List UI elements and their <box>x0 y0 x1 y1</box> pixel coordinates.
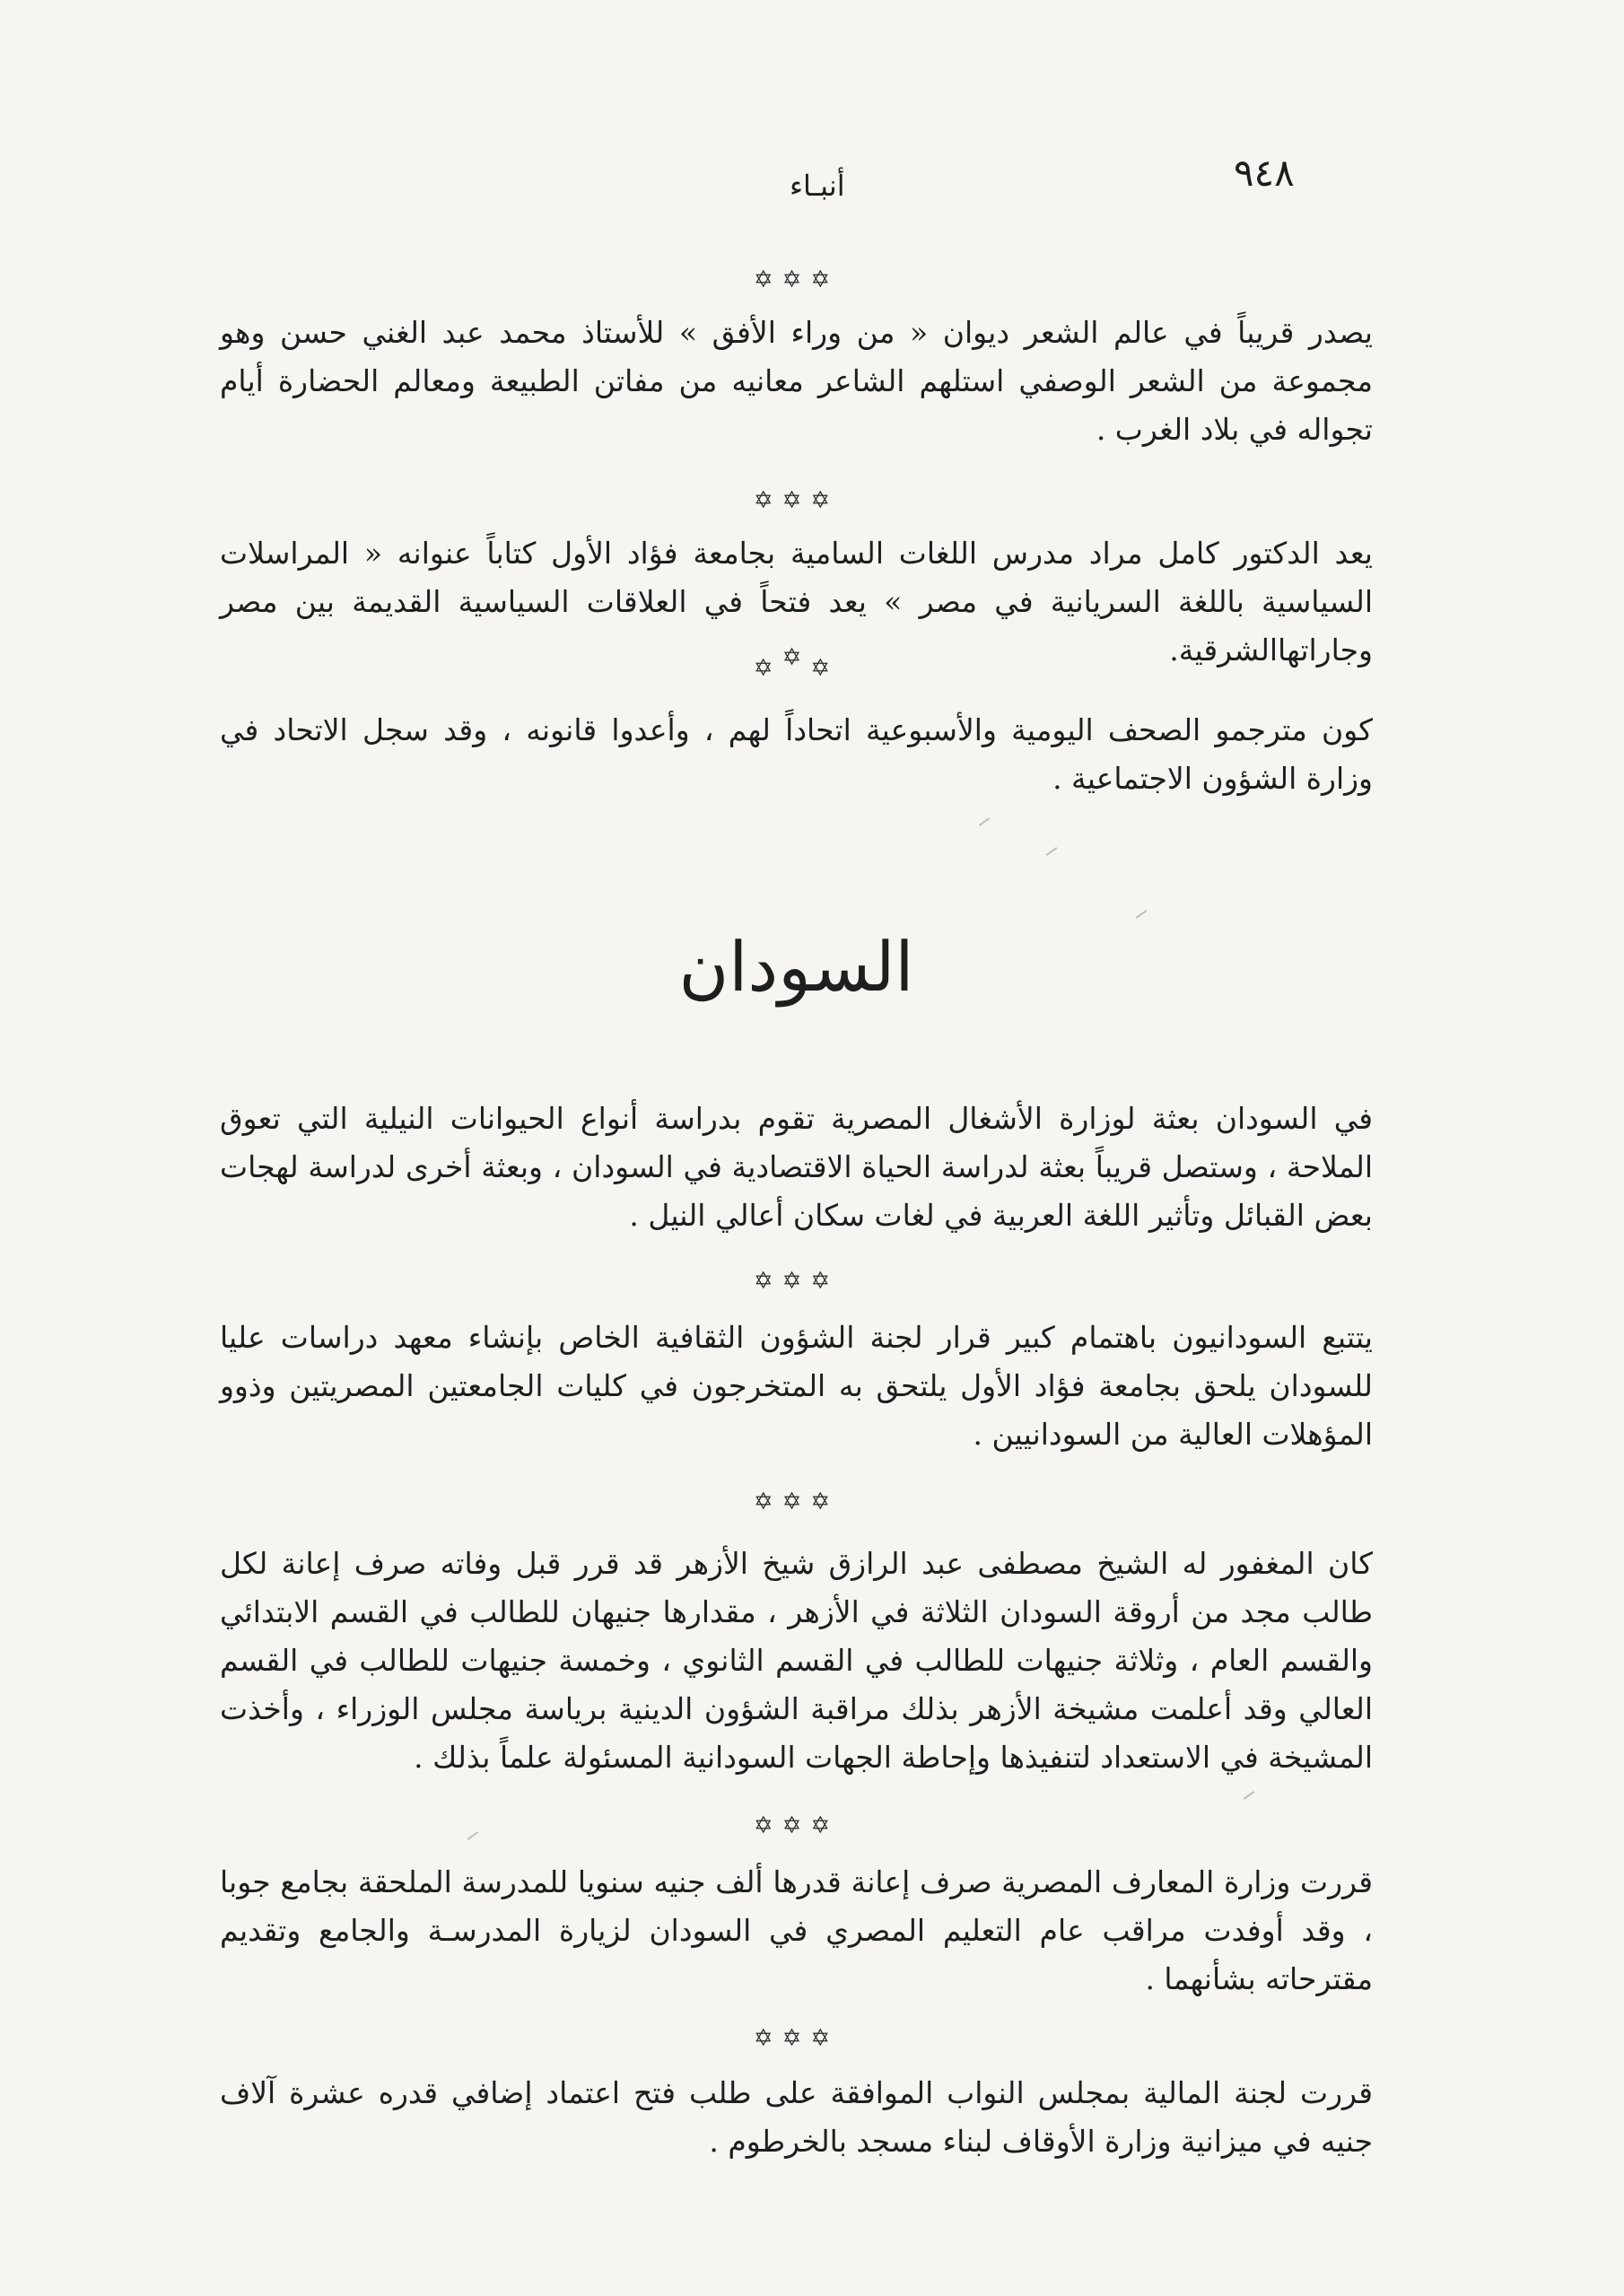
sudan-column-3 <box>220 1484 1373 1782</box>
running-title: أنبـاء <box>790 169 845 203</box>
separator-stars: ✡✡✡ <box>753 1812 840 1839</box>
sudan-column-5 <box>220 2021 1373 2166</box>
sudan-column-1 <box>220 1095 1373 1240</box>
paper-speck <box>1244 1791 1255 1800</box>
sudan-item-institute: يتتبع السودانيون باهتمام كبير قرار لجنة الشؤون الثقافية الخاص بإنشاء معهد دراسات عليا للسودان يلحق بجامعة فؤاد الأول يلتحق به المتخرجون في كليات الجامعتين المصريتين وذوو المؤهلات العالية من السودانيين . <box>220 1320 1373 1452</box>
paper-speck <box>1136 910 1148 919</box>
page-number: ٩٤٨ <box>1234 151 1295 195</box>
separator-stars: ✡✡✡ <box>753 1268 840 1295</box>
sudan-item-khartoum-mosque: قررت لجنة المالية بمجلس النواب الموافقة على طلب فتح اعتماد إضافي قدره عشرة آلاف جنيه في ميزانية وزارة الأوقاف لبناء مسجد بالخرطوم . <box>220 2075 1374 2159</box>
paper-speck <box>979 817 991 826</box>
sudan-item-missions: في السودان بعثة لوزارة الأشغال المصرية تقوم بدراسة أنواع الحيوانات النيلية التي تعوق الملاحة ، وستصل قريباً بعثة لدراسة الحياة الاقتصادية في السودان ، وبعثة أخرى لدراسة لهجات بعض القبائل وتأثير اللغة العربية في لغات سكان أعالي النيل . <box>220 1101 1374 1233</box>
section-header <box>220 922 1373 1012</box>
separator-stars: ✡✡✡ <box>753 1488 840 1515</box>
separator-stars: ✡✡✡ <box>753 2025 840 2052</box>
news-item-translators-union: كون مترجمو الصحف اليومية والأسبوعية اتحاداً لهم ، وأعدوا قانونه ، وقد سجل الاتحاد في وزارة الشؤون الاجتماعية . <box>220 712 1373 796</box>
top-news-column <box>220 262 1373 454</box>
top-news-column-3 <box>220 644 1373 803</box>
news-item-syriac-book: يعد الدكتور كامل مراد مدرس اللغات السامية بجامعة فؤاد الأول كتاباً عنوانه « المراسلات السياسية باللغة السريانية في مصر » يعد فتحاً في العلاقات السياسية القديمة بين مصر وجاراتهاالشرقية. <box>220 536 1373 668</box>
news-item-diwan: يصدر قريباً في عالم الشعر ديوان « من وراء الأفق » للأستاذ محمد عبد الغني حسن وهو مجموعة من الشعر الوصفي استلهم الشاعر معانيه من مفاتن الطبيعة ومعالم الحضارة أيام تجواله في بلاد الغرب . <box>220 315 1373 447</box>
sudan-item-azhar-grant: كان المغفور له الشيخ مصطفى عبد الرازق شيخ الأزهر قد قرر قبل وفاته صرف إعانة لكل طالب مجد من أروقة السودان الثلاثة في الأزهر ، مقدارها جنيهان للطالب في القسم الابتدائي والقسم العام ، وثلاثة جنيهات للطالب في القسم الثانوي ، وخمسة جنيهات للطالب في القسم العالي وقد أعلمت مشيخة الأزهر بذلك مراقبة الشؤون الدينية برياسة مجلس الوزراء ، وأخذت المشيخة في الاستعداد لتنفيذها وإحاطة الجهات السودانية المسئولة علماً بذلك . <box>220 1546 1373 1775</box>
separator-stars: ✡✡✡ <box>753 487 840 514</box>
sudan-column-4 <box>220 1808 1373 2004</box>
separator-stars: ✡✡✡ <box>753 644 840 682</box>
paper-speck <box>1046 847 1058 856</box>
sudan-column-2 <box>220 1263 1373 1459</box>
section-title-sudan: السودان <box>678 927 914 1007</box>
sudan-item-juba-school: قررت وزارة المعارف المصرية صرف إعانة قدرها ألف جنيه سنويا للمدرسة الملحقة بجامع جوبا ، وقد أوفدت مراقب عام التعليم المصري في السودان لزيارة المدرسـة والجامع وتقديم مقترحاته بشأنهما . <box>220 1864 1373 1996</box>
separator-stars: ✡✡✡ <box>753 266 840 293</box>
